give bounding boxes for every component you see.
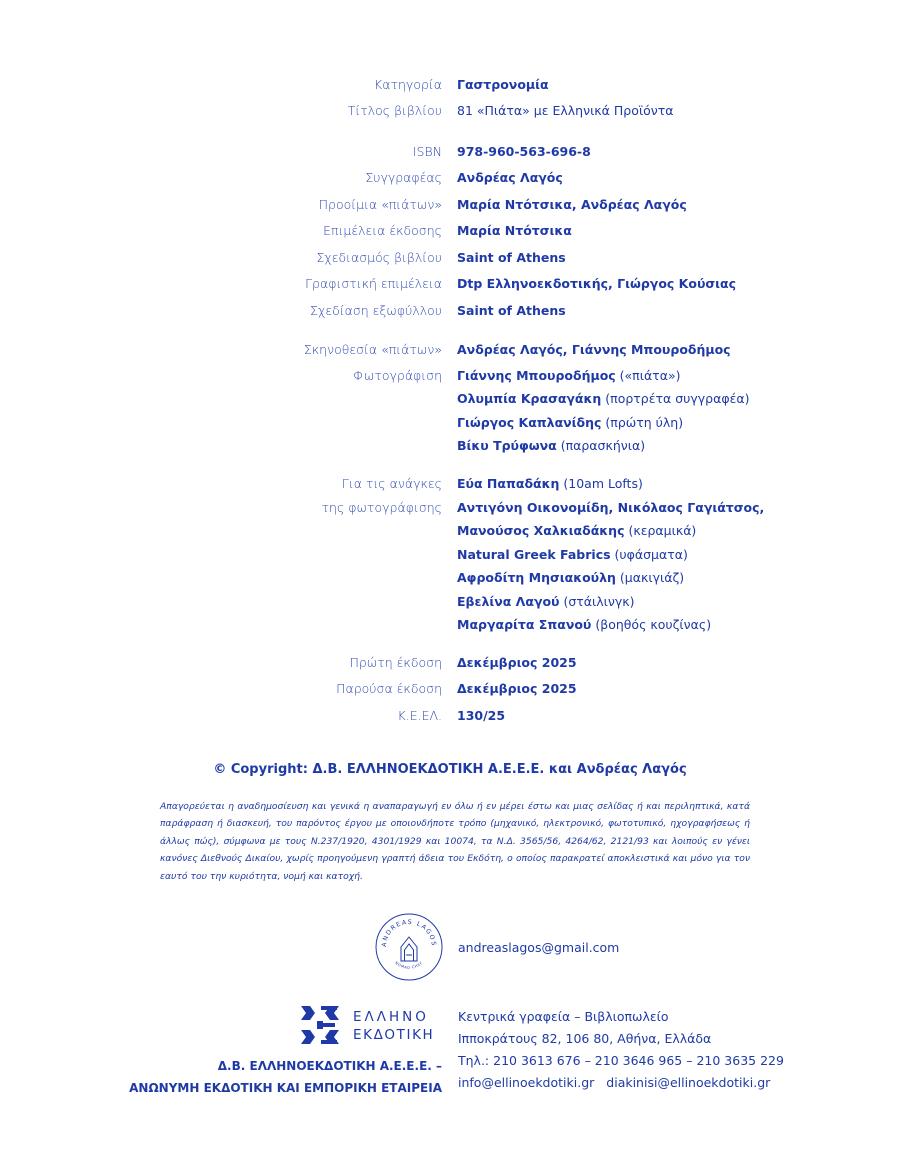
publisher-logo (301, 1006, 451, 1044)
publisher-email-diakinisi[interactable]: diakinisi@ellinoekdotiki.gr (606, 1075, 771, 1090)
credit-label: Σχεδίαση εξωφύλλου (310, 303, 442, 318)
legal-notice: Απαγορεύεται η αναδημοσίευση και γενικά η αναπαραγωγή εν όλω ή εν μέρει έστω και μιας σελίδας ή και περιληπτικά, κατά παράφραση ή διασκευή, του παρόντος έργου με οποιονδήποτε τρόπο (μηχανικό, ηλεκτρονικό, φωτοτυπικό, ηχογραφήσεως ή άλλως πώς), σύμφωνα με τους Ν.237/1920, 4301/1929 και 10074, τα Ν.Δ. 3565/56, 4264/62, 2121/93 και λοιπούς εν γένει κανόνες Διεθνούς Δικαίου, χωρίς προηγούμενη γραπτή άδεια του Εκδότη, ο οποίος παρακρατεί αποκλειστικά και μόνο για τον εαυτό του την κυριότητα, νομή και κατοχή. (160, 801, 750, 882)
publisher-name-line1: Δ.Β. ΕΛΛΗΝΟΕΚΔΟΤΙΚΗ Α.Ε.Ε.Ε. – (217, 1059, 442, 1073)
credit-value: Ανδρέας Λαγός (457, 170, 563, 185)
credit-label: Σκηνοθεσία «πιάτων» (303, 342, 442, 357)
edition-value: Δεκέμβριος 2025 (457, 681, 577, 696)
needs-line: Μανούσος Χαλκιαδάκης (κεραμικά) (457, 523, 697, 538)
publisher-email-info[interactable]: info@ellinoekdotiki.gr (458, 1075, 595, 1090)
publisher-office: Κεντρικά γραφεία – Βιβλιοπωλείο (458, 1009, 669, 1024)
needs-line: Μαργαρίτα Σπανού (βοηθός κουζίνας) (457, 617, 712, 632)
needs-line: Εβελίνα Λαγού (στάιλινγκ) (457, 594, 635, 609)
credit-label: Σχεδιασμός βιβλίου (316, 250, 442, 265)
credit-label: Γραφιστική επιμέλεια (305, 276, 442, 291)
author-seal-logo (374, 912, 444, 982)
publisher-phones: Τηλ.: 210 3613 676 – 210 3646 965 – 210 3635 229 (458, 1053, 784, 1068)
publisher-contact (458, 1006, 784, 1094)
needs-label-line1: Για τις ανάγκες (341, 476, 442, 491)
photography-line: Γιάννης Μπουροδήμος («πιάτα») (457, 368, 681, 383)
edition-label: Κ.Ε.ΕΛ. (397, 708, 442, 723)
publisher-name (129, 1055, 442, 1099)
photography-line: Ολυμπία Κρασαγάκη (πορτρέτα συγγραφέα) (457, 391, 750, 406)
edition-label: Πρώτη έκδοση (349, 655, 442, 670)
credit-value: Dtp Ελληνοεκδοτικής, Γιώργος Κούσιας (457, 276, 736, 291)
logo-line2: ΕΚΔΟΤΙΚΗ (353, 1027, 435, 1043)
svg-text:NOMAD CHEF (394, 961, 423, 970)
svg-text:ANDREAS LAGOS (381, 919, 437, 947)
credit-value: 81 «Πιάτα» με Ελληνικά Προϊόντα (457, 103, 674, 118)
publisher-address: Ιπποκράτους 82, 106 80, Αθήνα, Ελλάδα (458, 1031, 712, 1046)
credit-label: Επιμέλεια έκδοσης (323, 223, 442, 238)
credit-value: 978-960-563-696-8 (457, 144, 591, 159)
needs-line: Εύα Παπαδάκη (10am Lofts) (457, 476, 643, 491)
credit-label: Συγγραφέας (365, 170, 442, 185)
photography-label: Φωτογράφιση (353, 368, 442, 383)
publisher-name-line2: ΑΝΩΝΥΜΗ ΕΚΔΟΤΙΚΗ ΚΑΙ ΕΜΠΟΡΙΚΗ ΕΤΑΙΡΕΙΑ (129, 1081, 442, 1095)
author-email-link[interactable]: andreaslagos@gmail.com (458, 940, 620, 955)
copyright-line: © Copyright: Δ.Β. ΕΛΛΗΝΟΕΚΔΟΤΙΚΗ Α.Ε.Ε.Ε. και Ανδρέας Λαγός (213, 762, 687, 777)
credit-value: Μαρία Ντότσικα (457, 223, 572, 238)
credit-value: Γαστρονομία (457, 77, 549, 92)
credit-value: Ανδρέας Λαγός, Γιάννης Μπουροδήμος (457, 342, 731, 357)
credit-label: Κατηγορία (374, 77, 442, 92)
seal-bottom-text: NOMAD CHEF (394, 960, 424, 970)
seal-ring-text: ANDREAS LAGOS (380, 918, 438, 948)
publisher-emails (458, 1072, 784, 1094)
needs-label-line2: της φωτογράφισης (321, 500, 442, 515)
photography-line: Γιώργος Καπλανίδης (πρώτη ύλη) (457, 415, 684, 430)
edition-value: 130/25 (457, 708, 506, 723)
credit-label: Προοίμια «πιάτων» (318, 197, 442, 212)
photography-line: Βίκυ Τρύφωνα (παρασκήνια) (457, 438, 646, 453)
credit-value: Μαρία Ντότσικα, Ανδρέας Λαγός (457, 197, 687, 212)
credit-label: ISBN (412, 144, 442, 159)
needs-line: Αφροδίτη Μησιακούλη (μακιγιάζ) (457, 570, 685, 585)
logo-line1: ΕΛΛΗΝΟ (353, 1009, 429, 1025)
edition-label: Παρούσα έκδοση (336, 681, 442, 696)
credit-value: Saint of Athens (457, 250, 566, 265)
credit-label: Τίτλος βιβλίου (347, 103, 442, 118)
edition-value: Δεκέμβριος 2025 (457, 655, 577, 670)
needs-line: Αντιγόνη Οικονομίδη, Νικόλαος Γαγιάτσος, (457, 500, 765, 515)
needs-line: Natural Greek Fabrics (υφάσματα) (457, 547, 688, 562)
credit-value: Saint of Athens (457, 303, 566, 318)
